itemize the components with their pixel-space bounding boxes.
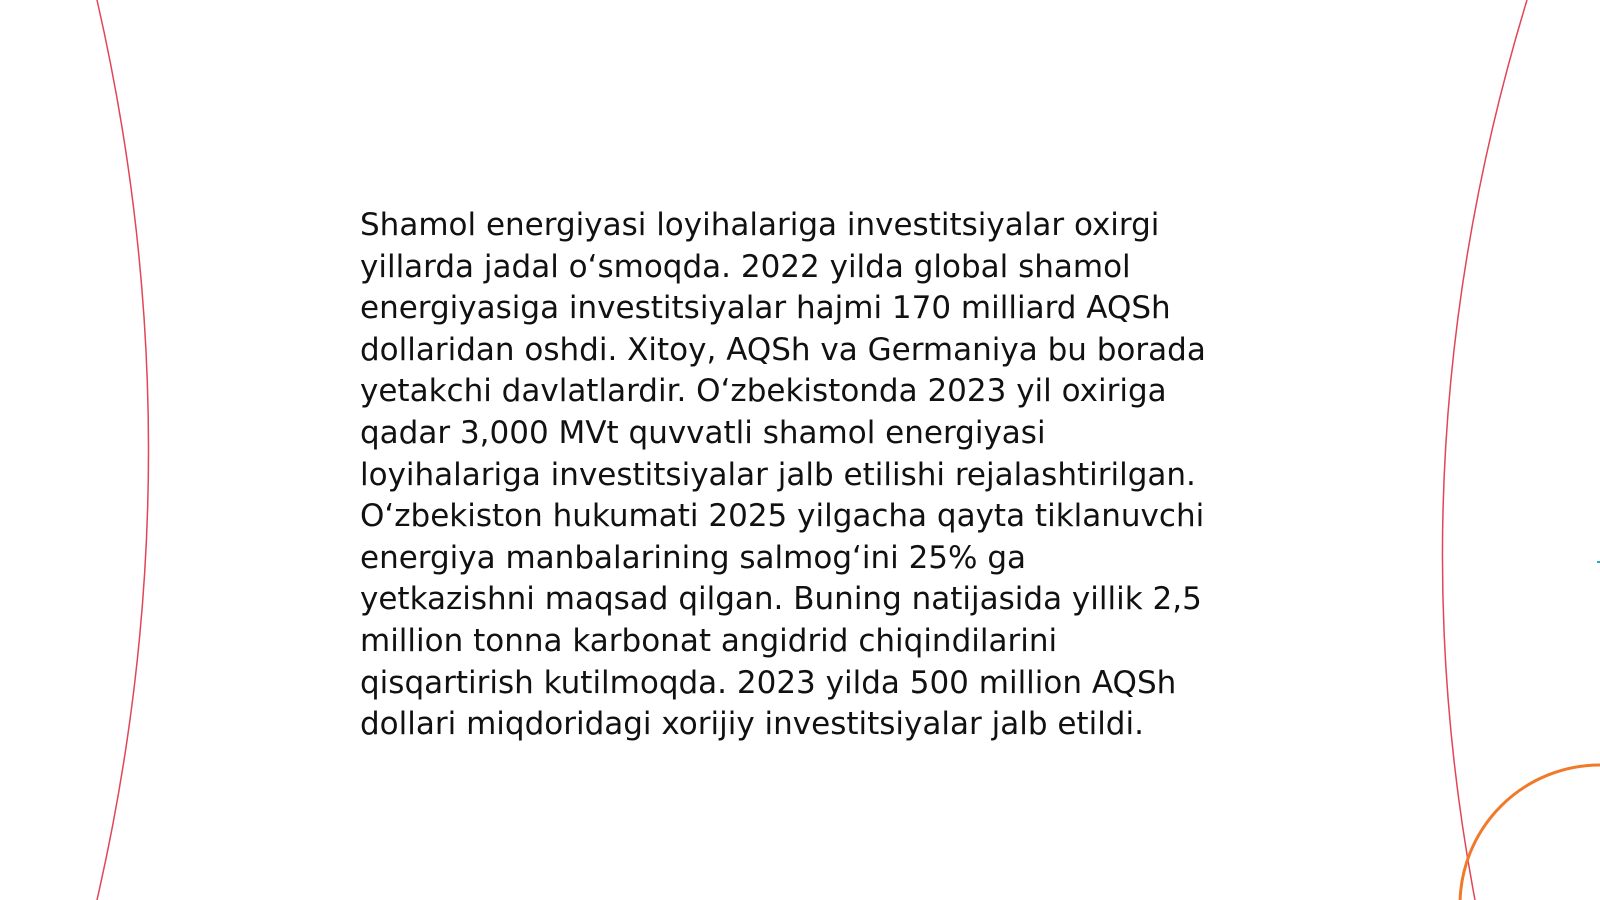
right-decorative-arc — [1442, 0, 1527, 900]
orange-accent-circle — [1460, 765, 1600, 900]
left-decorative-arc — [97, 0, 149, 900]
body-paragraph: Shamol energiyasi loyihalariga investitsiyalar oxirgi yillarda jadal o‘smoqda. 2022 yilda global shamol energiyasiga investitsiyalar hajmi 170 milliard AQSh dollaridan oshdi. Xitoy, AQSh va Germaniya bu borada yetakchi davlatlardir. O‘zbekistonda 2023 yil oxiriga qadar 3,000 MVt quvvatli shamol energiyasi loyihalariga investitsiyalar jalb etilishi rejalashtirilgan. O‘zbekiston hukumati 2025 yilgacha qayta tiklanuvchi energiya manbalarining salmog‘ini 25% ga yetkazishni maqsad qilgan. Buning natijasida yillik 2,5 million tonna karbonat angidrid chiqindilarini qisqartirish kutilmoqda. 2023 yilda 500 million AQSh dollari miqdoridagi xorijiy investitsiyalar jalb etildi. — [360, 207, 1206, 743]
